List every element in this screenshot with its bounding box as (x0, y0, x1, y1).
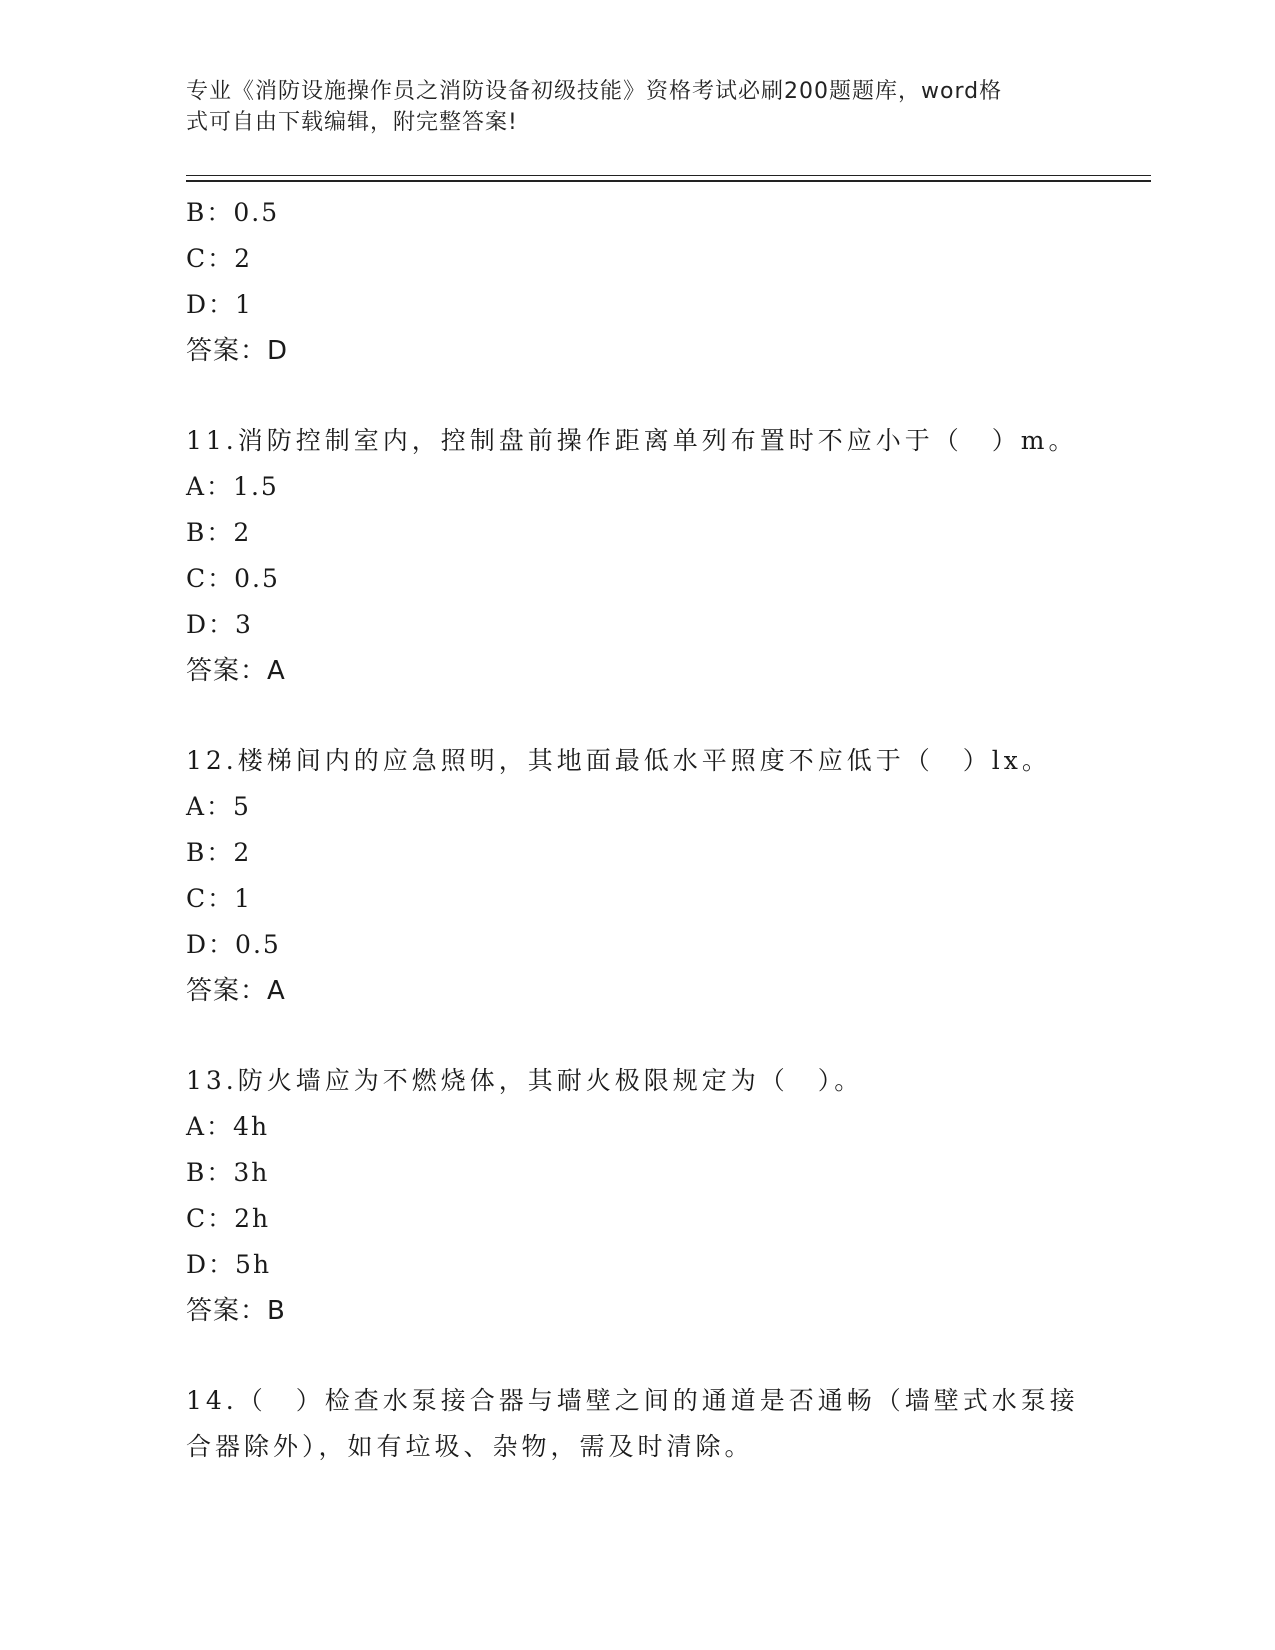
option-a: A：1.5 (186, 472, 279, 501)
option-b: B：3h (186, 1158, 270, 1187)
option-d: D：3 (186, 610, 253, 639)
question-stem: 13.防火墙应为不燃烧体，其耐火极限规定为（ ）。 (186, 1066, 864, 1095)
question-stem: 14.（ ）检查水泵接合器与墙壁之间的通道是否通畅（墙壁式水泵接合器除外），如有垃圾、杂物，需及时清除。 (186, 1386, 1079, 1461)
option-c: C：1 (186, 884, 253, 913)
header-rule-thick (186, 180, 1151, 182)
question-block-12 (186, 738, 1086, 1014)
answer-label: 答案：A (186, 656, 286, 686)
option-d: D：1 (186, 290, 253, 319)
document-header (186, 76, 1066, 138)
option-c: C：2h (186, 1204, 271, 1233)
answer-label: 答案：D (186, 336, 289, 366)
spacer (186, 1014, 1086, 1058)
question-block-13 (186, 1058, 1086, 1334)
option-b: B：2 (186, 838, 252, 867)
option-c: C：2 (186, 244, 253, 273)
question-block-prev (186, 190, 1086, 374)
spacer (186, 374, 1086, 418)
option-b: B：0.5 (186, 198, 280, 227)
answer-label: 答案：B (186, 1296, 286, 1326)
question-stem: 11.消防控制室内，控制盘前操作距离单列布置时不应小于（ ）m。 (186, 426, 1078, 455)
option-b: B：2 (186, 518, 252, 547)
option-a: A：4h (186, 1112, 270, 1141)
option-d: D：5h (186, 1250, 272, 1279)
answer-label: 答案：A (186, 976, 286, 1006)
spacer (186, 694, 1086, 738)
option-a: A：5 (186, 792, 251, 821)
option-d: D：0.5 (186, 930, 281, 959)
header-rule-thin (186, 175, 1151, 176)
spacer (186, 1334, 1086, 1378)
question-list (186, 190, 1086, 1470)
header-line-2: 式可自由下载编辑，附完整答案! (186, 110, 518, 135)
option-c: C：0.5 (186, 564, 280, 593)
question-block-14 (186, 1378, 1086, 1470)
question-stem: 12.楼梯间内的应急照明，其地面最低水平照度不应低于（ ）lx。 (186, 746, 1051, 775)
header-line-1: 专业《消防设施操作员之消防设备初级技能》资格考试必刷200题题库，word格 (186, 79, 1003, 104)
question-block-11 (186, 418, 1086, 694)
